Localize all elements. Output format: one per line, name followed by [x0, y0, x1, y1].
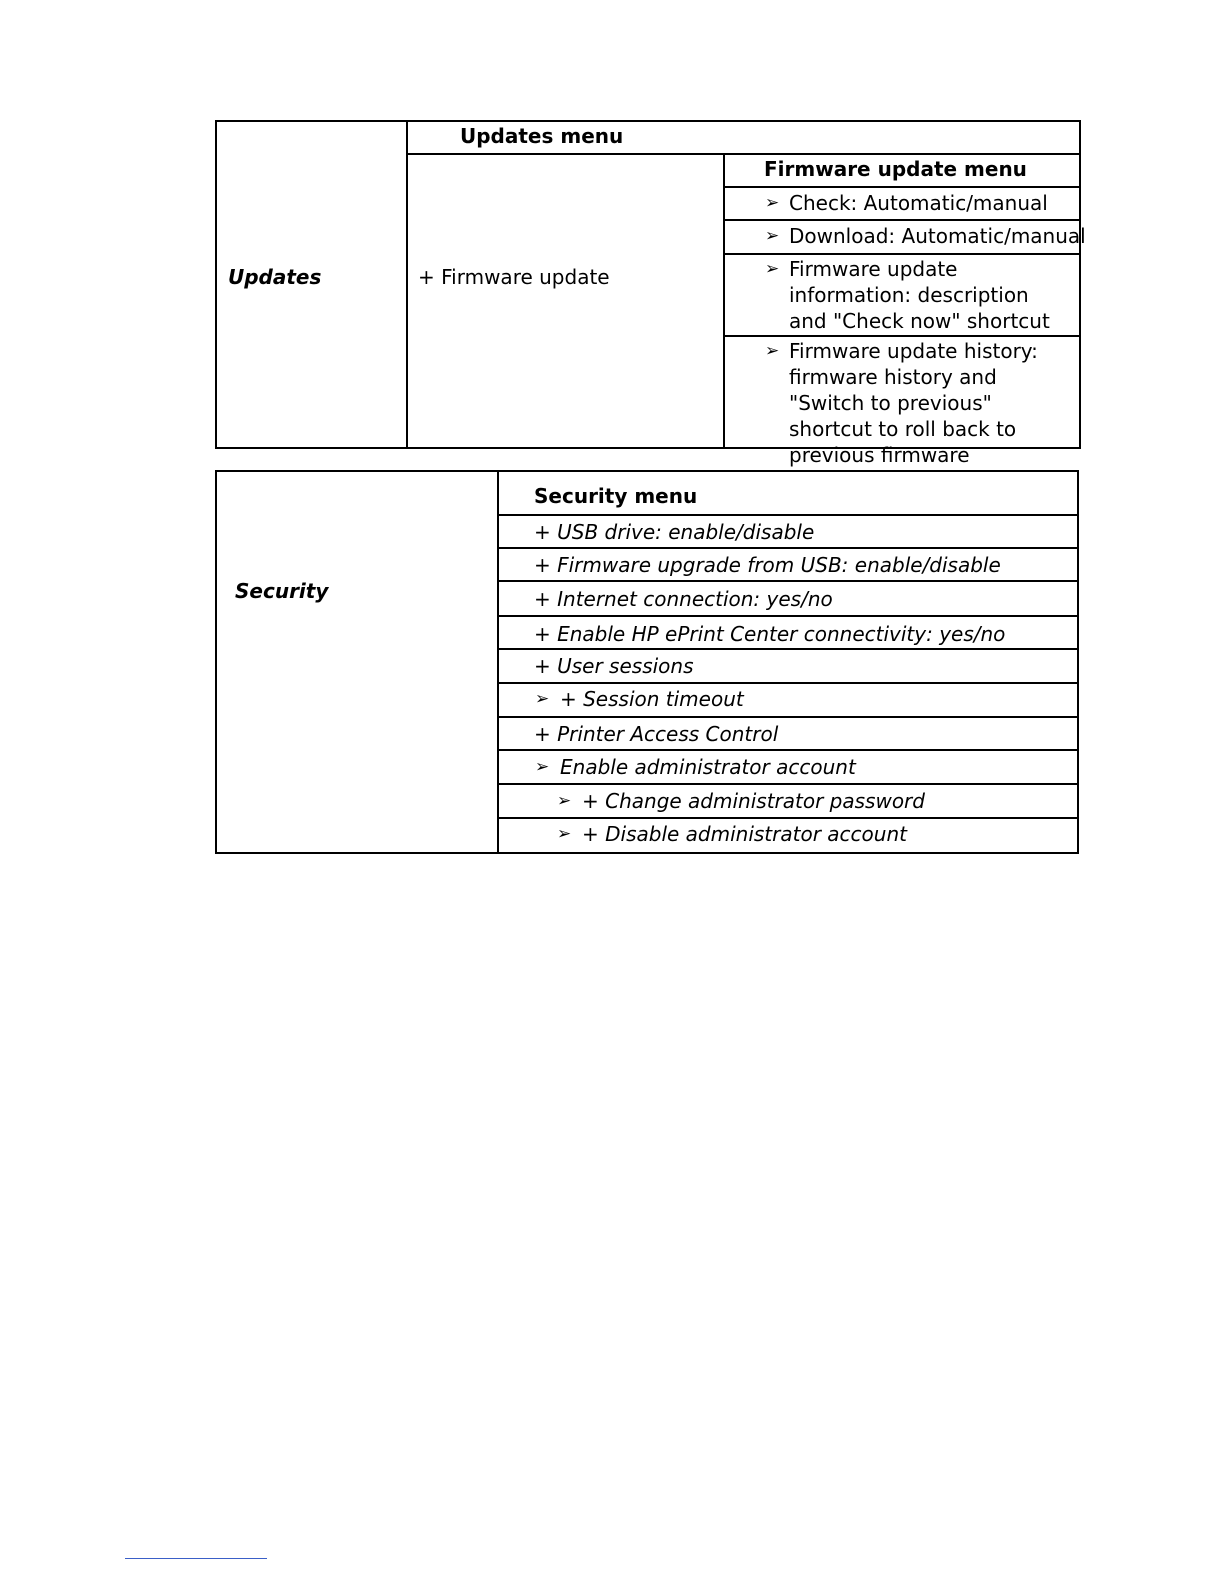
table-border — [215, 120, 217, 449]
row-label-security: Security — [235, 579, 329, 603]
security-item: + Change administrator password — [582, 789, 925, 813]
security-item: + Enable HP ePrint Center connectivity: yes/no — [534, 622, 1006, 646]
row-divider — [497, 648, 1079, 650]
submenu-item-check: Check: Automatic/manual — [789, 191, 1048, 215]
row-divider — [497, 514, 1079, 516]
security-item: + Internet connection: yes/no — [534, 587, 833, 611]
security-item: + USB drive: enable/disable — [534, 520, 815, 544]
column-divider — [723, 153, 725, 449]
arrow-bullet-icon: ➢ — [535, 757, 550, 777]
row-divider — [723, 219, 1081, 221]
arrow-bullet-icon: ➢ — [535, 689, 550, 709]
row-divider — [723, 253, 1081, 255]
row-divider — [497, 749, 1079, 751]
security-menu-title: Security menu — [534, 484, 698, 508]
table-border — [215, 470, 217, 854]
row-divider — [497, 817, 1079, 819]
row-label-updates: Updates — [228, 265, 322, 289]
firmware-update-item: + Firmware update — [418, 265, 610, 289]
arrow-bullet-icon: ➢ — [765, 341, 780, 361]
row-divider — [497, 783, 1079, 785]
firmware-update-menu-title: Firmware update menu — [764, 157, 1027, 181]
row-divider — [406, 153, 1081, 155]
table-border — [215, 120, 1081, 122]
table-border — [1079, 120, 1081, 449]
security-item: + Printer Access Control — [534, 722, 779, 746]
row-divider — [497, 682, 1079, 684]
arrow-bullet-icon: ➢ — [557, 791, 572, 811]
arrow-bullet-icon: ➢ — [765, 193, 780, 213]
security-item: Enable administrator account — [560, 755, 856, 779]
security-item: + Firmware upgrade from USB: enable/disable — [534, 553, 1001, 577]
row-divider — [723, 335, 1081, 337]
arrow-bullet-icon: ➢ — [765, 259, 780, 279]
security-item: + Session timeout — [560, 687, 744, 711]
arrow-bullet-icon: ➢ — [557, 824, 572, 844]
updates-menu-title: Updates menu — [460, 124, 624, 148]
table-border — [215, 470, 1079, 472]
row-divider — [497, 716, 1079, 718]
row-divider — [723, 186, 1081, 188]
column-divider — [406, 120, 408, 449]
table-border — [1077, 470, 1079, 854]
security-item: + Disable administrator account — [582, 822, 907, 846]
arrow-bullet-icon: ➢ — [765, 226, 780, 246]
row-divider — [497, 580, 1079, 582]
table-border — [215, 852, 1079, 854]
column-divider — [497, 470, 499, 854]
submenu-item-update-info: Firmware update information: description and "Check now" shortcut — [789, 257, 1050, 333]
row-divider — [497, 547, 1079, 549]
submenu-item-download: Download: Automatic/manual — [789, 224, 1086, 248]
submenu-item-update-history: Firmware update history: firmware history and "Switch to previous" shortcut to roll back to previous firmware — [789, 339, 1038, 467]
footnote-separator — [125, 1558, 267, 1559]
security-item: + User sessions — [534, 654, 694, 678]
row-divider — [497, 615, 1079, 617]
